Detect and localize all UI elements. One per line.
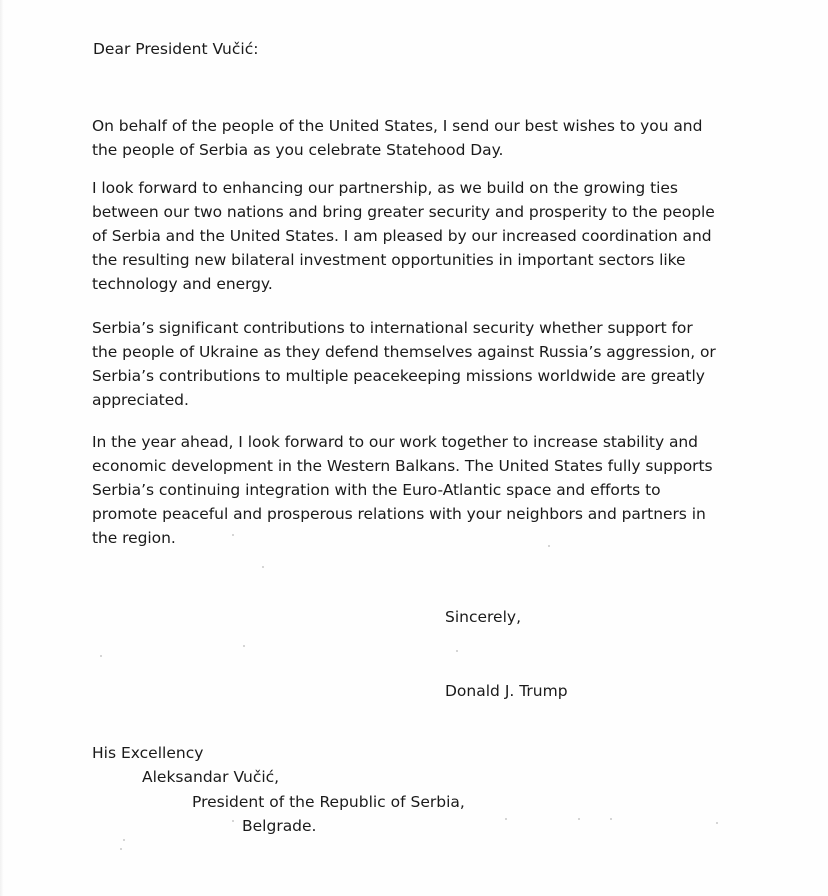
paragraph-line: the region. (92, 529, 176, 547)
scan-speck (262, 566, 264, 568)
paragraph-line: Serbia’s continuing integration with the Euro-Atlantic space and efforts to (92, 481, 661, 499)
paragraph-line: Serbia’s contributions to multiple peacekeeping missions worldwide are greatly (92, 367, 705, 385)
addressee-line-1: His Excellency (92, 744, 204, 762)
addressee-line-4: Belgrade. (242, 817, 317, 835)
paragraph-line: the resulting new bilateral investment opportunities in important sectors like (92, 251, 686, 269)
paragraph-3 (92, 316, 752, 412)
paragraph-line: the people of Serbia as you celebrate Statehood Day. (92, 141, 504, 159)
addressee-line-2: Aleksandar Vučić, (142, 768, 280, 786)
paragraph-line: In the year ahead, I look forward to our work together to increase stability and (92, 433, 698, 451)
paragraph-line: of Serbia and the United States. I am pleased by our increased coordination and (92, 227, 712, 245)
scan-speck (120, 848, 122, 850)
scan-speck (716, 822, 718, 824)
paragraph-line: promote peaceful and prosperous relations with your neighbors and partners in (92, 505, 706, 523)
scan-speck (100, 655, 102, 657)
paragraph-line: the people of Ukraine as they defend themselves against Russia’s aggression, or (92, 343, 716, 361)
paragraph-line: technology and energy. (92, 275, 273, 293)
scan-speck (578, 818, 580, 820)
paragraph-line: between our two nations and bring greater security and prosperity to the people (92, 203, 715, 221)
signature-name: Donald J. Trump (445, 682, 568, 700)
salutation: Dear President Vučić: (93, 40, 259, 58)
paragraph-line: appreciated. (92, 391, 189, 409)
paragraph-1 (92, 114, 752, 162)
scan-speck (505, 818, 507, 820)
scan-speck (123, 839, 125, 841)
scan-edge-shade (0, 0, 4, 896)
paragraph-2 (92, 176, 752, 296)
paragraph-line: On behalf of the people of the United States, I send our best wishes to you and (92, 117, 703, 135)
addressee-line-3: President of the Republic of Serbia, (192, 793, 465, 811)
scan-speck (456, 650, 458, 652)
closing: Sincerely, (445, 608, 522, 626)
scan-speck (232, 534, 234, 536)
paragraph-line: Serbia’s significant contributions to international security whether support for (92, 319, 693, 337)
paragraph-line: economic development in the Western Balkans. The United States fully supports (92, 457, 713, 475)
paragraph-line: I look forward to enhancing our partnership, as we build on the growing ties (92, 179, 678, 197)
paragraph-4 (92, 430, 752, 550)
scan-speck (243, 645, 245, 647)
scan-speck (548, 545, 550, 547)
scan-speck (610, 818, 612, 820)
scan-speck (232, 820, 234, 822)
